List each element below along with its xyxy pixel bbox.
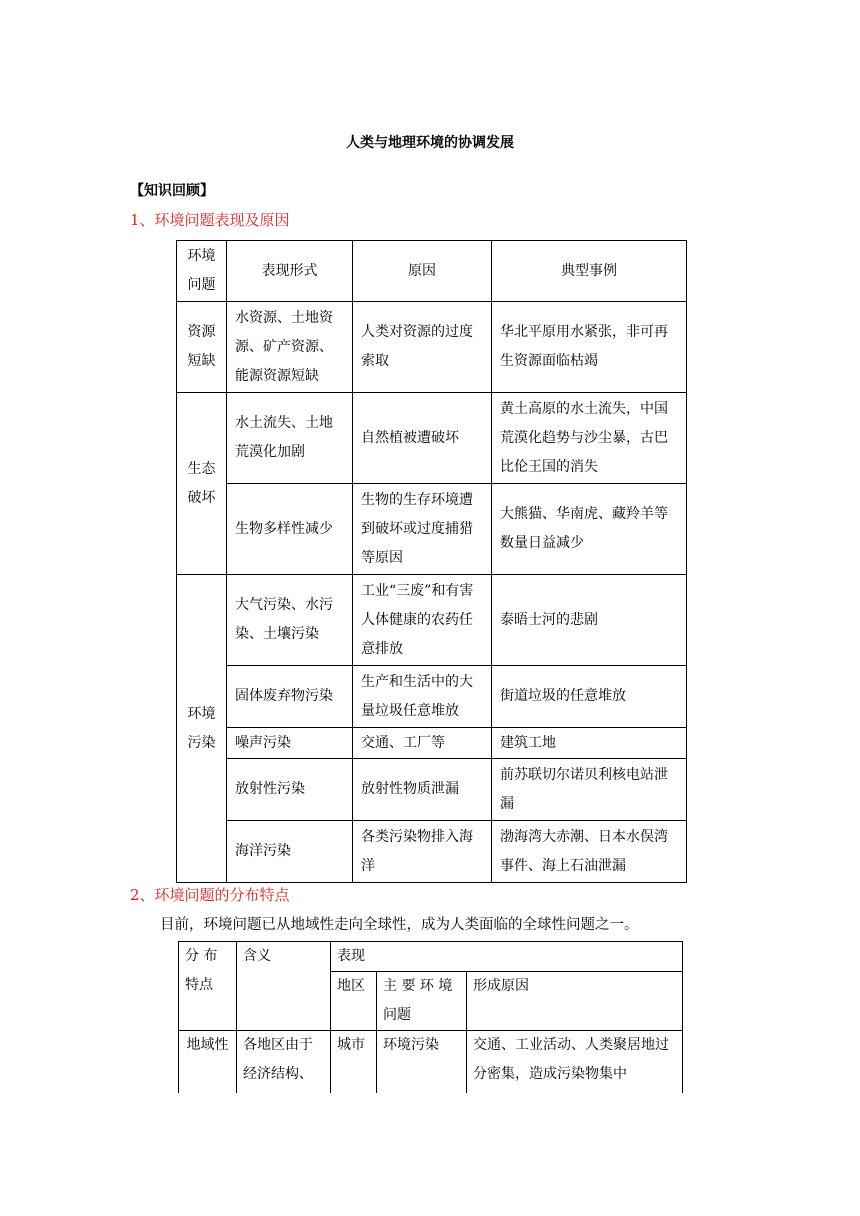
cell-example: 大熊猫、华南虎、藏羚羊等数量日益减少 [492,484,687,575]
group-pollution: 环境污染 [177,575,227,883]
table-header-row [177,241,687,302]
cell-example: 前苏联切尔诺贝利核电站泄漏 [492,759,687,821]
cell-problem: 环境污染 [377,1031,467,1093]
cell-form: 固体废弃物污染 [227,666,353,728]
cell-meaning: 各地区由于经济结构、 [237,1031,331,1093]
table-row [177,575,687,666]
header-cause: 原因 [353,241,492,302]
table-row [177,666,687,728]
cell-form: 生物多样性减少 [227,484,353,575]
cell-example: 泰晤士河的悲剧 [492,575,687,666]
cell-form: 噪声污染 [227,728,353,759]
header-example: 典型事例 [492,241,687,302]
cell-example: 渤海湾大赤潮、日本水俣湾事件、海上石油泄漏 [492,821,687,883]
cell-cause: 各类污染物排入海洋 [353,821,492,883]
review-label: 【知识回顾】 [130,183,214,199]
cell-example: 建筑工地 [492,728,687,759]
cell-example: 街道垃圾的任意堆放 [492,666,687,728]
group-resource: 资源短缺 [177,302,227,393]
header-problem: 主 要 环 境 问题 [377,972,467,1031]
cell-form: 水土流失、土地荒漠化加剧 [227,393,353,484]
table-row [177,302,687,393]
cell-form: 海洋污染 [227,821,353,883]
table-row [177,821,687,883]
header-performance: 表现 [331,942,683,972]
cell-cause: 生产和生活中的大量垃圾任意堆放 [353,666,492,728]
cell-example: 华北平原用水紧张，非可再生资源面临枯竭 [492,302,687,393]
header-region: 地区 [331,972,377,1031]
cell-form: 放射性污染 [227,759,353,821]
cell-example: 黄土高原的水土流失，中国荒漠化趋势与沙尘暴，古巴比伦王国的消失 [492,393,687,484]
table-row [177,728,687,759]
cell-form: 大气污染、水污染、土壤污染 [227,575,353,666]
table-header-row [179,942,683,972]
table-row [177,393,687,484]
header-meaning: 含义 [237,942,331,1031]
header-form: 表现形式 [227,241,353,302]
cell-form: 水资源、土地资源、矿产资源、能源资源短缺 [227,302,353,393]
cell-cause: 生物的生存环境遭到破坏或过度捕猎等原因 [353,484,492,575]
header-cause: 形成原因 [467,972,683,1031]
environment-problems-table [176,240,687,883]
page-title: 人类与地理环境的协调发展 [346,135,514,151]
section2-intro: 目前，环境问题已从地域性走向全球性，成为人类面临的全球性问题之一。 [160,917,639,933]
cell-cause: 自然植被遭破坏 [353,393,492,484]
cell-cause: 工业“三废”和有害人体健康的农药任意排放 [353,575,492,666]
table-row [177,484,687,575]
cell-cause: 放射性物质泄漏 [353,759,492,821]
table-row [179,1031,683,1093]
distribution-table [178,941,683,1093]
header-problem: 环境问题 [177,241,227,302]
section1-heading: 1、环境问题表现及原因 [130,211,290,229]
cell-cause: 交通、工厂等 [353,728,492,759]
section2-heading: 2、环境问题的分布特点 [130,886,290,904]
cell-feature: 地域性 [179,1031,237,1093]
cell-cause: 交通、工业活动、人类聚居地过分密集，造成污染物集中 [467,1031,683,1093]
cell-region: 城市 [331,1031,377,1093]
header-feature: 分 布 特点 [179,942,237,1031]
group-ecology: 生态破坏 [177,393,227,575]
cell-cause: 人类对资源的过度索取 [353,302,492,393]
table-row [177,759,687,821]
